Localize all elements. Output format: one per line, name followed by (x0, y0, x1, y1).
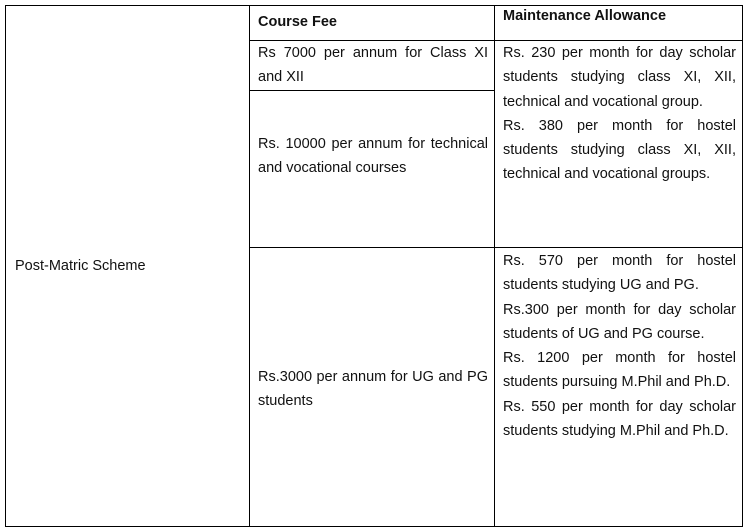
table-border-right (742, 5, 743, 527)
table-border-bottom (5, 526, 743, 527)
header-maintenance-allowance: Maintenance Allowance (503, 8, 667, 24)
fee-class-xi-xii: Rs 7000 per annum for Class XI and XII (258, 45, 488, 86)
maintenance-item: Rs. 570 per month for hostel students studying UG and PG. (503, 253, 736, 294)
fee-ug-pg: Rs.3000 per annum for UG and PG students (258, 369, 488, 410)
maintenance-group-1 (503, 41, 736, 187)
column-divider-2 (494, 5, 495, 527)
maintenance-item: Rs. 230 per month for day scholar students studying class XI, XII, technical and vocational group. (503, 45, 736, 110)
fee-technical-vocational: Rs. 10000 per annum for technical and vocational courses (258, 136, 488, 177)
maintenance-item: Rs. 550 per month for day scholar students studying M.Phil and Ph.D. (503, 398, 736, 440)
header-course-fee: Course Fee (258, 14, 337, 30)
table-border-left (5, 5, 6, 527)
maintenance-group-2 (503, 249, 736, 443)
column-divider-1 (249, 5, 250, 527)
maintenance-item: Rs.300 per month for day scholar students of UG and PG course. (503, 301, 736, 342)
maintenance-item: Rs. 380 per month for hostel students studying class XI, XII, technical and vocational groups. (503, 117, 736, 183)
scheme-name: Post-Matric Scheme (15, 258, 146, 274)
maintenance-item: Rs. 1200 per month for hostel students pursuing M.Phil and Ph.D. (503, 350, 736, 391)
fee-row-divider (249, 90, 495, 91)
group-row-divider (249, 247, 743, 248)
